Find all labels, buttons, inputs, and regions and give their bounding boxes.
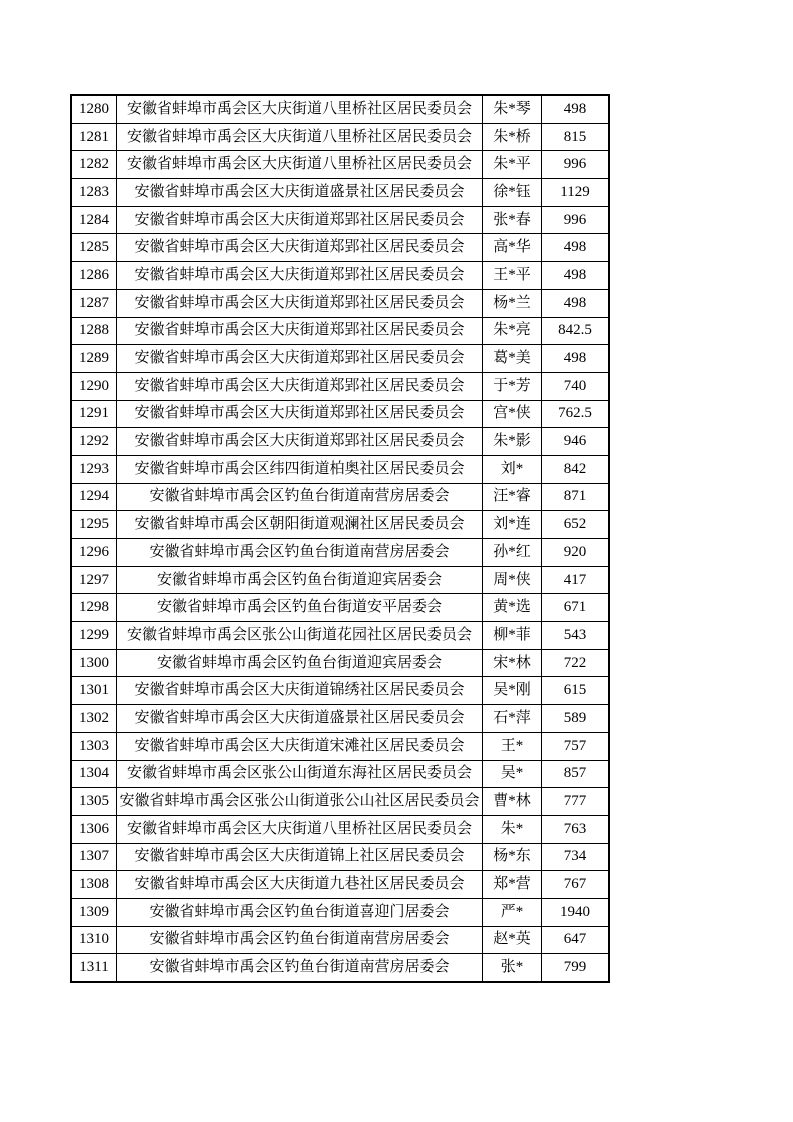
row-person-name: 杨*兰 bbox=[483, 289, 542, 317]
table-row bbox=[71, 317, 609, 345]
row-organization: 安徽省蚌埠市禹会区钓鱼台街道南营房居委会 bbox=[117, 926, 483, 954]
table-row bbox=[71, 566, 609, 594]
table-row bbox=[71, 400, 609, 428]
row-organization: 安徽省蚌埠市禹会区大庆街道锦绣社区居民委员会 bbox=[117, 677, 483, 705]
table-row bbox=[71, 234, 609, 262]
table-row bbox=[71, 760, 609, 788]
table-row bbox=[71, 954, 609, 982]
row-serial-number: 1301 bbox=[71, 677, 117, 705]
row-person-name: 汪*睿 bbox=[483, 483, 542, 511]
row-organization: 安徽省蚌埠市禹会区张公山街道花园社区居民委员会 bbox=[117, 622, 483, 650]
row-organization: 安徽省蚌埠市禹会区大庆街道八里桥社区居民委员会 bbox=[117, 815, 483, 843]
row-serial-number: 1290 bbox=[71, 372, 117, 400]
table-row bbox=[71, 511, 609, 539]
row-serial-number: 1288 bbox=[71, 317, 117, 345]
row-organization: 安徽省蚌埠市禹会区张公山街道东海社区居民委员会 bbox=[117, 760, 483, 788]
table-body bbox=[71, 95, 609, 982]
table-row bbox=[71, 732, 609, 760]
row-amount: 799 bbox=[542, 954, 610, 982]
row-person-name: 宋*林 bbox=[483, 649, 542, 677]
row-serial-number: 1282 bbox=[71, 151, 117, 179]
row-amount: 498 bbox=[542, 289, 610, 317]
row-amount: 767 bbox=[542, 871, 610, 899]
row-amount: 763 bbox=[542, 815, 610, 843]
row-serial-number: 1308 bbox=[71, 871, 117, 899]
row-amount: 498 bbox=[542, 95, 610, 123]
row-amount: 417 bbox=[542, 566, 610, 594]
row-serial-number: 1294 bbox=[71, 483, 117, 511]
row-person-name: 张*春 bbox=[483, 206, 542, 234]
row-person-name: 葛*美 bbox=[483, 345, 542, 373]
row-serial-number: 1289 bbox=[71, 345, 117, 373]
table-row bbox=[71, 898, 609, 926]
row-organization: 安徽省蚌埠市禹会区大庆街道郑郢社区居民委员会 bbox=[117, 428, 483, 456]
table-row bbox=[71, 843, 609, 871]
row-person-name: 郑*营 bbox=[483, 871, 542, 899]
row-person-name: 张* bbox=[483, 954, 542, 982]
table-row bbox=[71, 649, 609, 677]
row-amount: 757 bbox=[542, 732, 610, 760]
row-serial-number: 1287 bbox=[71, 289, 117, 317]
row-person-name: 周*侠 bbox=[483, 566, 542, 594]
row-serial-number: 1296 bbox=[71, 539, 117, 567]
row-amount: 777 bbox=[542, 788, 610, 816]
row-organization: 安徽省蚌埠市禹会区钓鱼台街道南营房居委会 bbox=[117, 539, 483, 567]
table-row bbox=[71, 428, 609, 456]
row-amount: 842.5 bbox=[542, 317, 610, 345]
row-organization: 安徽省蚌埠市禹会区钓鱼台街道迎宾居委会 bbox=[117, 566, 483, 594]
row-amount: 498 bbox=[542, 262, 610, 290]
row-organization: 安徽省蚌埠市禹会区朝阳街道观澜社区居民委员会 bbox=[117, 511, 483, 539]
row-serial-number: 1305 bbox=[71, 788, 117, 816]
row-amount: 1129 bbox=[542, 179, 610, 207]
row-organization: 安徽省蚌埠市禹会区大庆街道郑郢社区居民委员会 bbox=[117, 400, 483, 428]
table-row bbox=[71, 594, 609, 622]
row-person-name: 刘* bbox=[483, 455, 542, 483]
row-amount: 842 bbox=[542, 455, 610, 483]
row-organization: 安徽省蚌埠市禹会区大庆街道郑郢社区居民委员会 bbox=[117, 317, 483, 345]
row-person-name: 宫*侠 bbox=[483, 400, 542, 428]
table-row bbox=[71, 262, 609, 290]
row-organization: 安徽省蚌埠市禹会区钓鱼台街道迎宾居委会 bbox=[117, 649, 483, 677]
table-row bbox=[71, 788, 609, 816]
row-amount: 996 bbox=[542, 151, 610, 179]
row-person-name: 于*芳 bbox=[483, 372, 542, 400]
row-person-name: 刘*连 bbox=[483, 511, 542, 539]
row-organization: 安徽省蚌埠市禹会区大庆街道九巷社区居民委员会 bbox=[117, 871, 483, 899]
row-person-name: 柳*菲 bbox=[483, 622, 542, 650]
row-serial-number: 1292 bbox=[71, 428, 117, 456]
row-amount: 498 bbox=[542, 345, 610, 373]
row-serial-number: 1284 bbox=[71, 206, 117, 234]
row-organization: 安徽省蚌埠市禹会区大庆街道郑郢社区居民委员会 bbox=[117, 262, 483, 290]
row-serial-number: 1302 bbox=[71, 705, 117, 733]
row-amount: 615 bbox=[542, 677, 610, 705]
row-organization: 安徽省蚌埠市禹会区大庆街道八里桥社区居民委员会 bbox=[117, 123, 483, 151]
row-serial-number: 1304 bbox=[71, 760, 117, 788]
table-row bbox=[71, 95, 609, 123]
row-person-name: 朱* bbox=[483, 815, 542, 843]
row-amount: 762.5 bbox=[542, 400, 610, 428]
row-organization: 安徽省蚌埠市禹会区大庆街道宋滩社区居民委员会 bbox=[117, 732, 483, 760]
table-row bbox=[71, 539, 609, 567]
row-amount: 543 bbox=[542, 622, 610, 650]
table-row bbox=[71, 372, 609, 400]
table-row bbox=[71, 151, 609, 179]
table-row bbox=[71, 345, 609, 373]
row-amount: 996 bbox=[542, 206, 610, 234]
row-amount: 589 bbox=[542, 705, 610, 733]
row-serial-number: 1309 bbox=[71, 898, 117, 926]
row-organization: 安徽省蚌埠市禹会区钓鱼台街道南营房居委会 bbox=[117, 483, 483, 511]
row-person-name: 徐*钰 bbox=[483, 179, 542, 207]
row-serial-number: 1295 bbox=[71, 511, 117, 539]
row-amount: 652 bbox=[542, 511, 610, 539]
row-serial-number: 1307 bbox=[71, 843, 117, 871]
row-organization: 安徽省蚌埠市禹会区钓鱼台街道喜迎门居委会 bbox=[117, 898, 483, 926]
row-organization: 安徽省蚌埠市禹会区大庆街道郑郢社区居民委员会 bbox=[117, 234, 483, 262]
table-row bbox=[71, 455, 609, 483]
row-serial-number: 1283 bbox=[71, 179, 117, 207]
row-amount: 647 bbox=[542, 926, 610, 954]
row-organization: 安徽省蚌埠市禹会区大庆街道郑郢社区居民委员会 bbox=[117, 372, 483, 400]
table-row bbox=[71, 871, 609, 899]
row-person-name: 朱*亮 bbox=[483, 317, 542, 345]
row-serial-number: 1298 bbox=[71, 594, 117, 622]
row-organization: 安徽省蚌埠市禹会区大庆街道盛景社区居民委员会 bbox=[117, 179, 483, 207]
row-amount: 857 bbox=[542, 760, 610, 788]
row-amount: 871 bbox=[542, 483, 610, 511]
table-row bbox=[71, 926, 609, 954]
row-organization: 安徽省蚌埠市禹会区张公山街道张公山社区居民委员会 bbox=[117, 788, 483, 816]
table-row bbox=[71, 483, 609, 511]
row-serial-number: 1303 bbox=[71, 732, 117, 760]
table-row bbox=[71, 622, 609, 650]
row-person-name: 朱*琴 bbox=[483, 95, 542, 123]
row-amount: 498 bbox=[542, 234, 610, 262]
row-serial-number: 1300 bbox=[71, 649, 117, 677]
row-serial-number: 1286 bbox=[71, 262, 117, 290]
row-amount: 815 bbox=[542, 123, 610, 151]
row-serial-number: 1285 bbox=[71, 234, 117, 262]
row-person-name: 曹*林 bbox=[483, 788, 542, 816]
row-organization: 安徽省蚌埠市禹会区大庆街道郑郢社区居民委员会 bbox=[117, 289, 483, 317]
table-row bbox=[71, 123, 609, 151]
row-serial-number: 1281 bbox=[71, 123, 117, 151]
row-amount: 946 bbox=[542, 428, 610, 456]
row-person-name: 王* bbox=[483, 732, 542, 760]
row-person-name: 孙*红 bbox=[483, 539, 542, 567]
row-serial-number: 1299 bbox=[71, 622, 117, 650]
row-serial-number: 1280 bbox=[71, 95, 117, 123]
row-amount: 722 bbox=[542, 649, 610, 677]
row-organization: 安徽省蚌埠市禹会区钓鱼台街道南营房居委会 bbox=[117, 954, 483, 982]
row-organization: 安徽省蚌埠市禹会区大庆街道郑郢社区居民委员会 bbox=[117, 206, 483, 234]
row-person-name: 朱*桥 bbox=[483, 123, 542, 151]
row-person-name: 高*华 bbox=[483, 234, 542, 262]
row-person-name: 吴* bbox=[483, 760, 542, 788]
table-row bbox=[71, 705, 609, 733]
table-row bbox=[71, 179, 609, 207]
row-amount: 920 bbox=[542, 539, 610, 567]
row-person-name: 吴*刚 bbox=[483, 677, 542, 705]
row-amount: 740 bbox=[542, 372, 610, 400]
row-serial-number: 1297 bbox=[71, 566, 117, 594]
row-person-name: 朱*平 bbox=[483, 151, 542, 179]
row-person-name: 杨*东 bbox=[483, 843, 542, 871]
table-row bbox=[71, 289, 609, 317]
row-person-name: 石*萍 bbox=[483, 705, 542, 733]
row-serial-number: 1291 bbox=[71, 400, 117, 428]
row-organization: 安徽省蚌埠市禹会区大庆街道盛景社区居民委员会 bbox=[117, 705, 483, 733]
beneficiary-table bbox=[70, 94, 610, 983]
row-organization: 安徽省蚌埠市禹会区纬四街道柏奥社区居民委员会 bbox=[117, 455, 483, 483]
row-organization: 安徽省蚌埠市禹会区大庆街道八里桥社区居民委员会 bbox=[117, 151, 483, 179]
row-serial-number: 1311 bbox=[71, 954, 117, 982]
row-person-name: 王*平 bbox=[483, 262, 542, 290]
table-row bbox=[71, 206, 609, 234]
table-row bbox=[71, 677, 609, 705]
row-serial-number: 1293 bbox=[71, 455, 117, 483]
row-amount: 671 bbox=[542, 594, 610, 622]
row-person-name: 严* bbox=[483, 898, 542, 926]
row-organization: 安徽省蚌埠市禹会区大庆街道锦上社区居民委员会 bbox=[117, 843, 483, 871]
row-serial-number: 1310 bbox=[71, 926, 117, 954]
row-person-name: 赵*英 bbox=[483, 926, 542, 954]
row-organization: 安徽省蚌埠市禹会区大庆街道八里桥社区居民委员会 bbox=[117, 95, 483, 123]
row-organization: 安徽省蚌埠市禹会区大庆街道郑郢社区居民委员会 bbox=[117, 345, 483, 373]
row-organization: 安徽省蚌埠市禹会区钓鱼台街道安平居委会 bbox=[117, 594, 483, 622]
row-person-name: 朱*影 bbox=[483, 428, 542, 456]
row-person-name: 黄*选 bbox=[483, 594, 542, 622]
table-row bbox=[71, 815, 609, 843]
row-amount: 734 bbox=[542, 843, 610, 871]
row-amount: 1940 bbox=[542, 898, 610, 926]
row-serial-number: 1306 bbox=[71, 815, 117, 843]
